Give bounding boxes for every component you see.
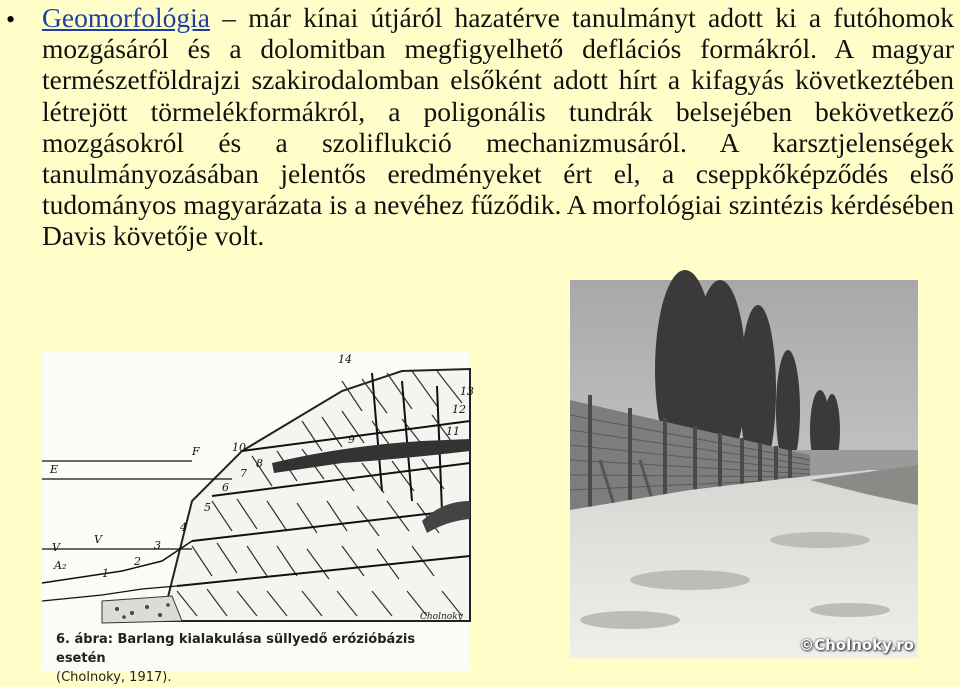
diagram-label-10: 10 (232, 441, 246, 454)
bullet-marker: • (6, 5, 16, 34)
diagram-caption (56, 630, 466, 687)
diagram-label-8: 8 (256, 457, 263, 470)
diagram-label-A2: A₂ (54, 559, 67, 572)
diagram-label-13: 13 (460, 385, 474, 398)
diagram-signature: Cholnoky (420, 612, 463, 622)
diagram-label-E: E (50, 463, 59, 476)
photo-watermark: ©Cholnoky.ro (799, 636, 914, 654)
diagram-label-7: 7 (240, 467, 247, 480)
diagram-label-V-upper: V (94, 533, 102, 546)
main-paragraph (42, 2, 954, 252)
diagram-label-9: 9 (348, 433, 355, 446)
diagram-label-2: 2 (134, 555, 141, 568)
diagram-label-6: 6 (222, 481, 229, 494)
diagram-label-V-lower: V (52, 541, 60, 554)
diagram-label-14: 14 (338, 353, 352, 366)
diagram-label-1: 1 (102, 567, 109, 580)
paragraph-body: – már kínai útjáról hazatérve tanulmányt adott ki a futóhomok mozgásáról és a dolomitban megfigyelhető deflációs formákról. A magyar természetföldrajzi szakirodalomban elsőként adott hírt a kifagyás következtében létrejött törmelékformákról, a poligonális tundrák belsejében bekövetkező mozgásokról és a szoliflukció mechanizmusáról. A karsztjelenségek tanulmányozásában jelentős eredményeket ért el, a cseppkőképződés első tudományos magyarázata is a nevéhez fűződik. A morfológiai szintézis kérdésében Davis követője volt. (42, 2, 954, 252)
diagram-label-3: 3 (154, 539, 161, 552)
diagram-label-4: 4 (180, 521, 187, 534)
cave-formation-diagram (42, 351, 474, 685)
diagram-label-F: F (192, 445, 200, 458)
caption-source: (Cholnoky, 1917). (56, 670, 172, 685)
diagram-label-5: 5 (204, 501, 211, 514)
cave-diagram-drawing (42, 351, 474, 671)
photo-drawing (570, 280, 918, 658)
geomorfologia-link[interactable]: Geomorfológia (42, 2, 211, 33)
caption-title: 6. ábra: Barlang kialakulása süllyedő erózióbázis esetén (56, 632, 416, 666)
diagram-label-12: 12 (452, 403, 466, 416)
diagram-label-11: 11 (446, 425, 460, 438)
sand-dune-fence-photo (570, 280, 918, 658)
